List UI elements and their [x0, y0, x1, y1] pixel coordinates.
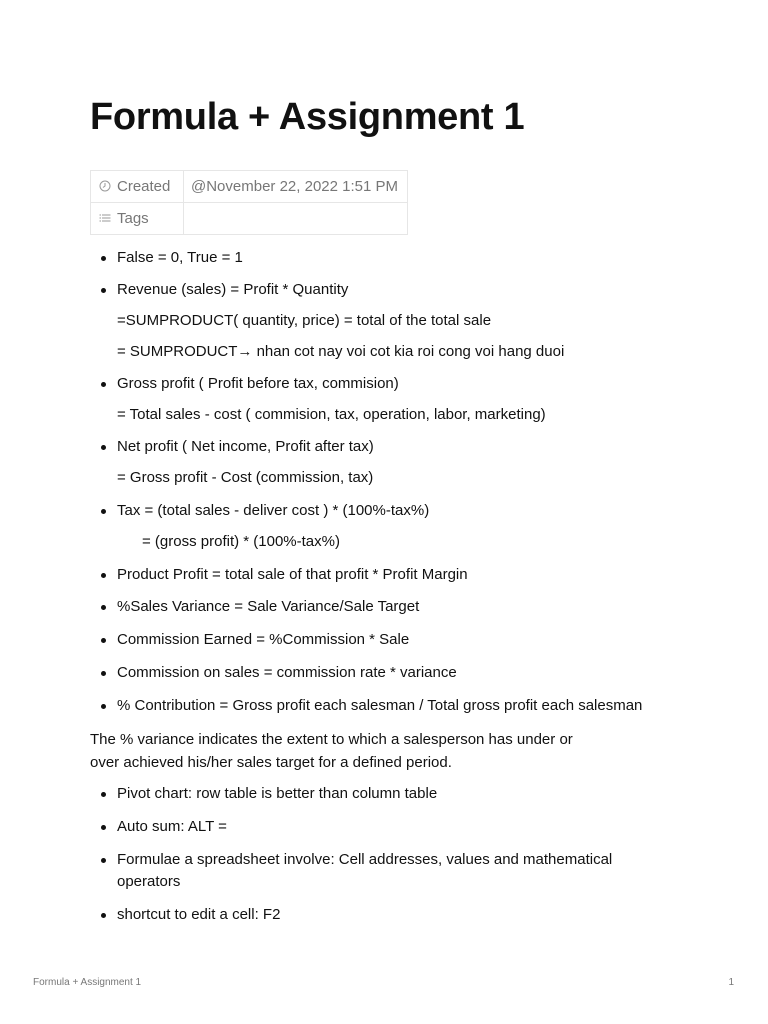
list-item: Tax = (total sales - deliver cost ) * (100%-tax%) = (gross profit) * (100%-tax%) [117, 500, 690, 553]
list-item: Commission on sales = commission rate * variance [117, 662, 690, 684]
page-number: 1 [728, 977, 734, 988]
tips-list [90, 783, 690, 926]
list-item: Pivot chart: row table is better than column table [117, 783, 690, 805]
list-item: Auto sum: ALT = [117, 816, 690, 838]
property-label: Tags [117, 210, 149, 227]
list-item-detail: =SUMPRODUCT( quantity, price) = total of the total sale [117, 312, 492, 329]
list-item: Formulae a spreadsheet involve: Cell addresses, values and mathematical operators [117, 849, 637, 893]
property-row-tags [91, 203, 408, 235]
list-item: %Sales Variance = Sale Variance/Sale Target [117, 596, 690, 618]
property-key-tags [91, 203, 184, 235]
property-row-created [91, 171, 408, 203]
page-title: Formula + Assignment 1 [90, 96, 525, 138]
list-item: Revenue (sales) = Profit * Quantity =SUMPRODUCT( quantity, price) = total of the total sale = SUMPRODUCT→ nhan cot nay voi cot kia roi cong voi hang duoi [117, 279, 690, 363]
list-item-detail: = (gross profit) * (100%-tax%) [142, 533, 340, 550]
list-item: % Contribution = Gross profit each salesman / Total gross profit each salesman [117, 695, 690, 717]
list-item-detail: = Gross profit - Cost (commission, tax) [117, 469, 374, 486]
footer-title: Formula + Assignment 1 [33, 977, 142, 988]
list-item-detail: = SUMPRODUCT→ nhan cot nay voi cot kia roi cong voi hang duoi [117, 343, 565, 360]
properties-table [90, 170, 408, 235]
list-item: Gross profit ( Profit before tax, commision) = Total sales - cost ( commision, tax, operation, labor, marketing) [117, 373, 690, 426]
variance-paragraph: The % variance indicates the extent to which a salesperson has under or over achieved his/her sales target for a defined period. [90, 731, 573, 771]
list-item: Net profit ( Net income, Profit after tax) = Gross profit - Cost (commission, tax) [117, 436, 690, 489]
list-item: False = 0, True = 1 [117, 247, 690, 269]
list-item: shortcut to edit a cell: F2 [117, 904, 690, 926]
clock-icon [99, 180, 111, 192]
list-item-detail: = Total sales - cost ( commision, tax, operation, labor, marketing) [117, 406, 546, 423]
formula-list [90, 247, 690, 717]
list-item: Commission Earned = %Commission * Sale [117, 629, 690, 651]
list-icon [99, 212, 111, 224]
property-value-tags [184, 203, 408, 235]
page-content [90, 94, 690, 926]
property-label: Created [117, 178, 171, 195]
list-item: Product Profit = total sale of that profit * Profit Margin [117, 564, 690, 586]
property-value-created: @November 22, 2022 1:51 PM [184, 171, 408, 203]
property-key-created [91, 171, 184, 203]
